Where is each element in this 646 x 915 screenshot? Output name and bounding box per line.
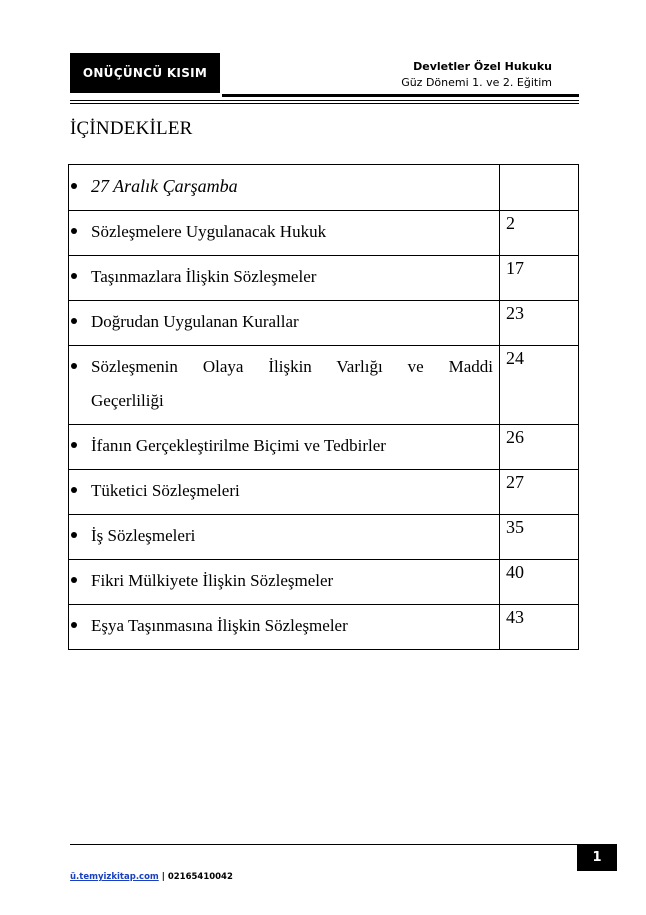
toc-row[interactable]	[69, 211, 579, 256]
toc-row[interactable]	[69, 165, 579, 211]
website-link[interactable]: ü.temyizkitap.com	[70, 872, 159, 882]
toc-entry[interactable]	[69, 211, 500, 256]
toc-page-number: 27	[500, 470, 579, 515]
toc-page-number: 24	[500, 346, 579, 425]
bullet-icon	[71, 273, 77, 279]
header-rule-thin	[70, 100, 579, 101]
bullet-icon	[71, 577, 77, 583]
toc-entry-title: Doğrudan Uygulanan Kurallar	[91, 312, 299, 331]
course-title: Devletler Özel Hukuku	[413, 60, 552, 73]
toc-entry[interactable]	[69, 425, 500, 470]
bullet-icon	[71, 622, 77, 628]
bullet-icon	[71, 487, 77, 493]
toc-entry-title: 27 Aralık Çarşamba	[91, 176, 238, 196]
toc-row[interactable]	[69, 560, 579, 605]
toc-entry-title: Sözleşmenin Olaya İlişkin Varlığı ve Maddi	[91, 357, 493, 376]
course-subtitle: Güz Dönemi 1. ve 2. Eğitim	[401, 76, 552, 89]
toc-entry[interactable]	[69, 470, 500, 515]
toc-entry-title: Tüketici Sözleşmeleri	[91, 481, 240, 500]
toc-row[interactable]	[69, 425, 579, 470]
toc-entry-title: Fikri Mülkiyete İlişkin Sözleşmeler	[91, 571, 334, 590]
toc-entry[interactable]	[69, 515, 500, 560]
toc-entry[interactable]	[69, 301, 500, 346]
bullet-icon	[71, 228, 77, 234]
toc-page-number: 35	[500, 515, 579, 560]
footer-rule	[70, 844, 577, 845]
page-number: 1	[577, 844, 617, 871]
toc-page-number: 23	[500, 301, 579, 346]
toc-entry[interactable]	[69, 560, 500, 605]
toc-entry-continuation: Geçerliliği	[91, 391, 164, 410]
toc-page-number: 17	[500, 256, 579, 301]
toc-row[interactable]	[69, 301, 579, 346]
toc-page-number: 2	[500, 211, 579, 256]
toc-row[interactable]	[69, 605, 579, 650]
toc-row[interactable]	[69, 256, 579, 301]
toc-entry[interactable]	[69, 256, 500, 301]
table-of-contents	[68, 164, 579, 650]
toc-entry-title: Eşya Taşınmasına İlişkin Sözleşmeler	[91, 616, 348, 635]
toc-page-number	[500, 165, 579, 211]
bullet-icon	[71, 183, 77, 189]
phone-number: 02165410042	[167, 872, 233, 882]
header-rule	[222, 94, 579, 97]
toc-row[interactable]	[69, 470, 579, 515]
footer-separator: |	[161, 872, 165, 882]
toc-entry-title: Sözleşmelere Uygulanacak Hukuk	[91, 222, 327, 241]
section-label: ONÜÇÜNCÜ KISIM	[70, 53, 220, 93]
toc-entry[interactable]	[69, 605, 500, 650]
bullet-icon	[71, 318, 77, 324]
toc-entry[interactable]	[69, 346, 500, 425]
toc-row[interactable]	[69, 515, 579, 560]
toc-entry-title: İş Sözleşmeleri	[91, 526, 196, 545]
toc-entry[interactable]	[69, 165, 500, 211]
toc-page-number: 43	[500, 605, 579, 650]
footer	[70, 872, 233, 882]
toc-entry-line	[91, 350, 493, 384]
bullet-icon	[71, 532, 77, 538]
bullet-icon	[71, 363, 77, 369]
course-header	[401, 59, 552, 91]
toc-row[interactable]	[69, 346, 579, 425]
toc-page-number: 26	[500, 425, 579, 470]
header-rule-thin-2	[70, 103, 579, 104]
toc-entry-title: Taşınmazlara İlişkin Sözleşmeler	[91, 267, 317, 286]
toc-page-number: 40	[500, 560, 579, 605]
toc-entry-title: İfanın Gerçekleştirilme Biçimi ve Tedbirler	[91, 436, 386, 455]
bullet-icon	[71, 442, 77, 448]
page-title: İÇİNDEKİLER	[70, 118, 193, 139]
